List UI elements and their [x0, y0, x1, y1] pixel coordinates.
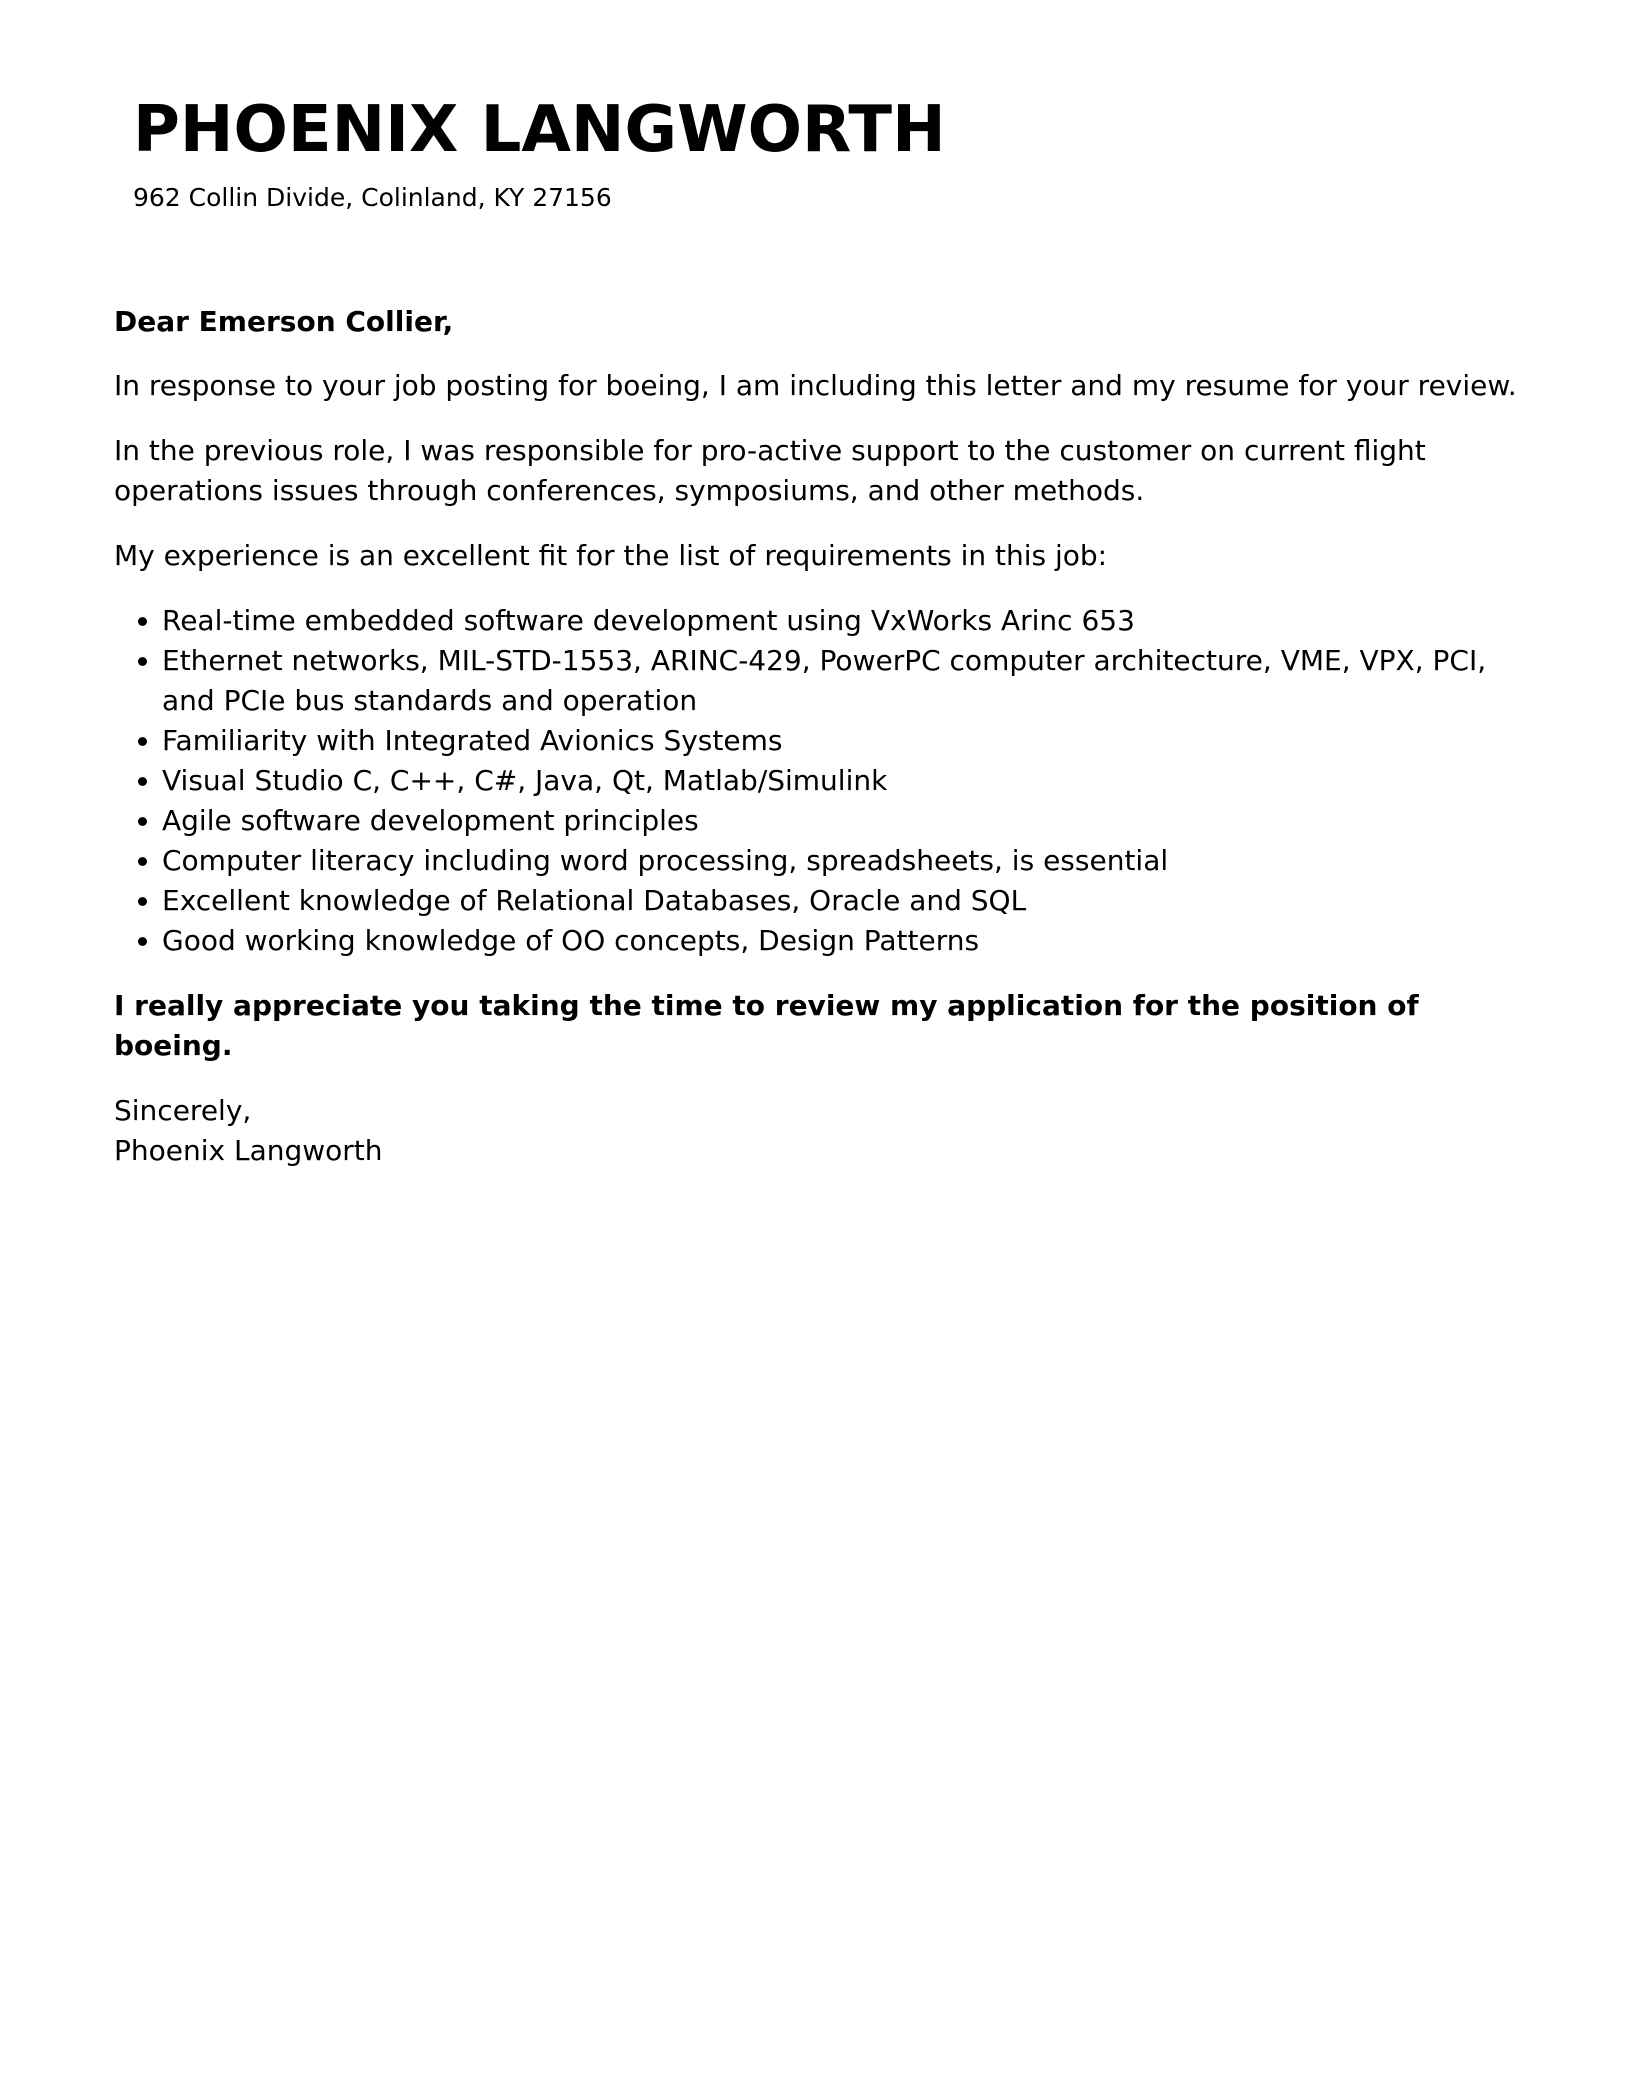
list-item: • Familiarity with Integrated Avionics Systems [162, 721, 1534, 761]
list-item: • Real-time embedded software development using VxWorks Arinc 653 [162, 601, 1534, 641]
signoff-text: Sincerely, [114, 1094, 252, 1127]
letter-body [114, 302, 1534, 1171]
requirements-intro: My experience is an excellent fit for the list of requirements in this job: [114, 539, 1108, 572]
list-item: • Agile software development principles [162, 801, 1534, 841]
signoff-block [114, 1091, 1534, 1171]
requirements-list [114, 601, 1534, 961]
applicant-name: PHOENIX LANGWORTH [133, 93, 946, 167]
applicant-address: 962 Collin Divide, Colinland, KY 27156 [133, 183, 612, 212]
closing-paragraph: I really appreciate you taking the time to review my application for the position of boeing. [114, 989, 1419, 1062]
experience-paragraph: In the previous role, I was responsible for pro-active support to the customer on current flight operations issues through conferences, symposiums, and other methods. [114, 434, 1426, 507]
list-item: • Excellent knowledge of Relational Databases, Oracle and SQL [162, 881, 1534, 921]
list-item: • Visual Studio C, C++, C#, Java, Qt, Matlab/Simulink [162, 761, 1534, 801]
list-item: • Ethernet networks, MIL-STD-1553, ARINC-429, PowerPC computer architecture, VME, VPX, PCI, and PCIe bus standards and operation [162, 641, 1534, 721]
list-item: • Computer literacy including word processing, spreadsheets, is essential [162, 841, 1534, 881]
signature-name: Phoenix Langworth [114, 1134, 383, 1167]
list-item: • Good working knowledge of OO concepts, Design Patterns [162, 921, 1534, 961]
salutation: Dear Emerson Collier, [114, 305, 454, 338]
intro-paragraph: In response to your job posting for boeing, I am including this letter and my resume for your review. [114, 369, 1517, 402]
